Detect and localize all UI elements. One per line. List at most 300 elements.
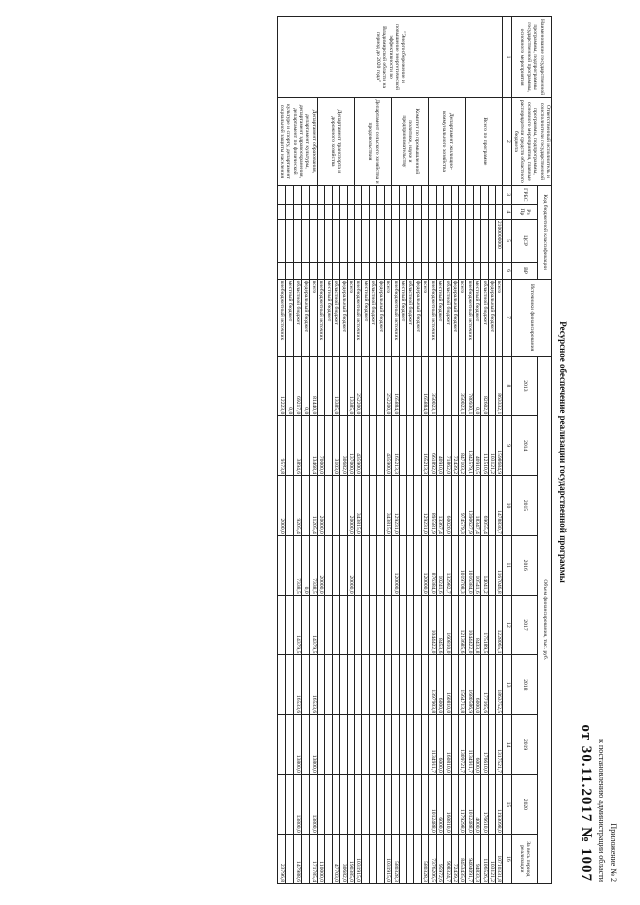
value-cell: 1193098,0 <box>496 774 503 834</box>
code-cell <box>451 185 458 204</box>
value-cell <box>369 356 376 416</box>
value-cell: 1397903,8 <box>429 655 436 715</box>
source-cell: местный бюджет <box>436 279 443 356</box>
value-cell: 40910,5 <box>473 416 480 476</box>
value-cell: 2000,0 <box>278 476 286 536</box>
table-row <box>310 17 318 884</box>
value-cell: 160810,0 <box>444 774 451 834</box>
value-cell: 30682,0 <box>340 416 347 476</box>
value-cell <box>414 655 421 715</box>
code-cell <box>278 185 286 204</box>
header-name: Наименование государственной программы, подпрограммы государственной программы, основного мероприятия <box>512 17 552 98</box>
column-number: 4 <box>503 204 512 219</box>
value-cell <box>377 535 384 595</box>
code-cell <box>278 262 286 279</box>
column-number: 8 <box>503 356 512 416</box>
decree-reference: к постановлению администрации области <box>597 739 606 882</box>
code-cell: 2100000000 <box>496 219 503 262</box>
code-cell <box>332 204 339 219</box>
header-sources: Источники финансирования <box>512 279 552 356</box>
column-number: 12 <box>503 595 512 655</box>
value-cell <box>362 595 369 655</box>
value-cell <box>384 715 391 775</box>
code-cell <box>355 219 362 262</box>
source-cell: федеральный бюджет <box>340 279 347 356</box>
value-cell <box>369 774 376 834</box>
value-cell <box>488 595 495 655</box>
code-cell <box>473 262 480 279</box>
code-cell <box>294 262 302 279</box>
column-number: 6 <box>503 262 512 279</box>
value-cell: 72439,2 <box>451 416 458 476</box>
code-cell <box>429 219 436 262</box>
value-cell <box>377 834 384 883</box>
value-cell: 8433,8 <box>473 595 480 655</box>
value-cell <box>317 595 324 655</box>
value-cell: 69217,0 <box>294 356 302 416</box>
value-cell: 343815,0 <box>355 476 362 536</box>
value-cell <box>362 356 369 416</box>
value-cell: 13800,0 <box>310 715 318 775</box>
value-cell <box>325 834 332 883</box>
value-cell <box>451 535 458 595</box>
value-cell: 0,0 <box>473 356 480 416</box>
value-cell <box>278 774 286 834</box>
value-cell: 0,0 <box>286 356 294 416</box>
code-cell <box>302 185 310 204</box>
code-cell <box>384 262 391 279</box>
code-cell <box>488 219 495 262</box>
value-cell: 23796,8 <box>278 834 286 883</box>
value-cell <box>369 655 376 715</box>
code-cell <box>355 185 362 204</box>
code-cell <box>414 219 421 262</box>
header-year: 2018 <box>512 655 538 715</box>
code-cell <box>317 219 324 262</box>
value-cell <box>414 476 421 536</box>
value-cell: 190385,0 <box>347 834 354 883</box>
value-cell: 580328,3 <box>392 834 399 883</box>
code-cell <box>473 204 480 219</box>
value-cell: 18347,4 <box>473 476 480 536</box>
code-cell <box>340 262 347 279</box>
source-cell: внебюджетный источник <box>317 279 324 356</box>
value-cell <box>347 595 354 655</box>
value-cell <box>286 834 294 883</box>
source-cell: областной бюджет <box>444 279 451 356</box>
code-cell <box>458 185 465 204</box>
value-cell: 1863752,5 <box>496 655 503 715</box>
value-cell: 10710331,8 <box>496 834 503 883</box>
code-cell <box>377 185 384 204</box>
value-cell: 13800,0 <box>310 774 318 834</box>
value-cell <box>325 476 332 536</box>
code-cell <box>325 262 332 279</box>
code-cell <box>369 262 376 279</box>
value-cell <box>278 655 286 715</box>
source-cell: местный бюджет <box>399 279 406 356</box>
value-cell <box>377 595 384 655</box>
source-cell: местный бюджет <box>473 279 480 356</box>
value-cell <box>317 356 324 416</box>
value-cell: 81440,0 <box>310 356 318 416</box>
source-cell: местный бюджет <box>325 279 332 356</box>
code-cell <box>355 262 362 279</box>
code-cell <box>377 219 384 262</box>
executor-cell: Департамент транспорта и дорожного хозяйства <box>317 98 354 186</box>
value-cell: 177165,6 <box>481 655 488 715</box>
value-cell <box>377 774 384 834</box>
code-cell <box>421 262 428 279</box>
code-cell <box>414 204 421 219</box>
column-number: 15 <box>503 774 512 834</box>
value-cell <box>286 416 294 476</box>
value-cell <box>436 356 443 416</box>
code-cell <box>392 185 399 204</box>
code-cell <box>362 204 369 219</box>
value-cell <box>399 774 406 834</box>
code-cell <box>286 262 294 279</box>
value-cell <box>325 774 332 834</box>
value-cell: 0,0 <box>302 356 310 416</box>
value-cell <box>451 715 458 775</box>
date-number-stamp: от 30.11.2017 № 1007 <box>578 724 594 882</box>
value-cell <box>355 655 362 715</box>
code-cell <box>399 262 406 279</box>
value-cell: 10241,6 <box>436 535 443 595</box>
value-cell <box>317 774 324 834</box>
code-cell <box>310 262 318 279</box>
value-cell <box>384 535 391 595</box>
header-year: 2020 <box>512 774 538 834</box>
value-cell: 8453,6 <box>436 595 443 655</box>
value-cell: 435900,0 <box>355 416 362 476</box>
value-cell: 1478830,7 <box>496 476 503 536</box>
value-cell: 137000,0 <box>347 416 354 476</box>
code-cell <box>488 185 495 204</box>
document-page <box>10 12 630 892</box>
value-cell: 176610,0 <box>481 715 488 775</box>
code-cell <box>384 204 391 219</box>
source-cell: федеральный бюджет <box>488 279 495 356</box>
value-cell <box>325 416 332 476</box>
source-cell: внебюджетный источник <box>278 279 286 356</box>
source-cell: местный бюджет <box>286 279 294 356</box>
value-cell <box>414 535 421 595</box>
value-cell <box>355 715 362 775</box>
code-cell <box>458 204 465 219</box>
value-cell: 82602,0 <box>481 356 488 416</box>
value-cell: 14379,5 <box>294 595 302 655</box>
value-cell: 1317521,7 <box>496 715 503 775</box>
code-cell <box>310 219 318 262</box>
source-cell: всего <box>310 279 318 356</box>
code-cell <box>488 262 495 279</box>
value-cell: 132982,7 <box>444 535 451 595</box>
value-cell: 1598684,9 <box>496 416 503 476</box>
column-number: 5 <box>503 219 512 262</box>
value-cell <box>325 655 332 715</box>
value-cell <box>332 595 339 655</box>
value-cell <box>332 774 339 834</box>
code-cell <box>458 219 465 262</box>
value-cell <box>406 715 413 775</box>
source-cell: внебюджетный источник <box>466 279 473 356</box>
code-cell <box>347 219 354 262</box>
code-cell <box>451 262 458 279</box>
code-cell <box>317 204 324 219</box>
column-number: 14 <box>503 715 512 775</box>
code-cell <box>496 204 503 219</box>
source-cell: всего <box>496 279 503 356</box>
value-cell: 171785,4 <box>310 834 318 883</box>
code-cell <box>369 185 376 204</box>
source-cell: всего <box>347 279 354 356</box>
code-cell <box>466 185 473 204</box>
value-cell: 12223,0 <box>278 356 286 416</box>
value-cell: 7338,5 <box>294 535 302 595</box>
column-number: 16 <box>503 834 512 883</box>
header-year: 2014 <box>512 416 538 476</box>
value-cell <box>451 774 458 834</box>
value-cell: 103121,2 <box>488 834 495 883</box>
code-cell <box>310 204 318 219</box>
column-number: 9 <box>503 416 512 476</box>
value-cell: 847103,2 <box>458 416 465 476</box>
value-cell <box>325 356 332 416</box>
code-cell <box>340 204 347 219</box>
code-cell <box>369 219 376 262</box>
value-cell: 20000,0 <box>317 535 324 595</box>
value-cell <box>340 476 347 536</box>
value-cell: 20000,0 <box>347 476 354 536</box>
code-cell <box>466 219 473 262</box>
value-cell: 11205,4 <box>310 476 318 536</box>
code-cell <box>444 185 451 204</box>
value-cell <box>488 535 495 595</box>
value-cell <box>421 715 428 775</box>
value-cell <box>488 476 495 536</box>
executor-cell: Комитет по промышленной политике, науке и предпринимательству <box>392 98 429 186</box>
value-cell: 20000,0 <box>347 535 354 595</box>
value-cell <box>406 834 413 883</box>
value-cell: 165884,0 <box>392 356 399 416</box>
value-cell <box>347 655 354 715</box>
value-cell: 129231,0 <box>421 476 428 536</box>
value-cell: 1213685,6 <box>458 595 465 655</box>
executor-cell: Департамент образования, департамент культуры, департамент здравоохранения, департамент по физической культуре и спорту, департамент социальной защиты населения <box>278 98 318 186</box>
column-number: 7 <box>503 279 512 356</box>
code-cell <box>347 204 354 219</box>
value-cell: 350023,1 <box>458 356 465 416</box>
value-cell <box>340 774 347 834</box>
source-cell: всего <box>421 279 428 356</box>
value-cell: 13468,4 <box>310 416 318 476</box>
value-cell: 1016384,0 <box>466 535 473 595</box>
value-cell <box>302 655 310 715</box>
value-cell <box>392 715 399 775</box>
code-cell <box>429 262 436 279</box>
value-cell <box>362 834 369 883</box>
value-cell: 974579,3 <box>458 476 465 536</box>
code-cell <box>294 204 302 219</box>
source-cell: местный бюджет <box>362 279 369 356</box>
value-cell: 1012488,0 <box>429 774 436 834</box>
value-cell <box>369 595 376 655</box>
code-cell <box>294 219 302 262</box>
code-cell <box>392 219 399 262</box>
value-cell <box>377 476 384 536</box>
value-cell <box>406 774 413 834</box>
value-cell: 9404091,7 <box>466 834 473 883</box>
code-cell <box>325 219 332 262</box>
value-cell: 1134911,7 <box>429 715 436 775</box>
value-cell <box>406 476 413 536</box>
header-total: За весь период реализации <box>512 834 538 883</box>
code-cell <box>392 204 399 219</box>
value-cell: 9573,8 <box>278 416 286 476</box>
code-cell <box>369 204 376 219</box>
value-cell: 343815,0 <box>384 476 391 536</box>
header-year: 2019 <box>512 715 538 775</box>
column-number: 13 <box>503 655 512 715</box>
code-cell <box>399 204 406 219</box>
column-number: 2 <box>503 98 512 186</box>
value-cell <box>377 655 384 715</box>
source-cell: всего <box>384 279 391 356</box>
value-cell: 3894,6 <box>294 416 302 476</box>
code-cell <box>384 185 391 204</box>
value-cell <box>399 356 406 416</box>
value-cell: 40910,0 <box>436 416 443 476</box>
value-cell <box>384 774 391 834</box>
code-cell <box>429 185 436 204</box>
code-cell <box>317 185 324 204</box>
value-cell: 129231,0 <box>392 476 399 536</box>
value-cell <box>384 655 391 715</box>
code-cell <box>451 204 458 219</box>
value-cell: 94833,3 <box>473 834 480 883</box>
value-cell <box>286 595 294 655</box>
value-cell <box>286 535 294 595</box>
value-cell <box>362 715 369 775</box>
code-cell <box>444 219 451 262</box>
code-cell <box>451 219 458 262</box>
value-cell <box>332 655 339 715</box>
value-cell <box>302 416 310 476</box>
value-cell <box>286 655 294 715</box>
value-cell <box>488 356 495 416</box>
code-cell <box>278 204 286 219</box>
code-cell <box>406 262 413 279</box>
value-cell <box>355 774 362 834</box>
value-cell: 160810,0 <box>444 655 451 715</box>
resource-table <box>277 16 552 884</box>
value-cell: 6000,0 <box>473 715 480 775</box>
value-cell <box>392 655 399 715</box>
value-cell: 110000,0 <box>317 834 324 883</box>
value-cell <box>325 535 332 595</box>
value-cell: 876384,0 <box>429 535 436 595</box>
executor-cell: Департамент сельского хозяйства и продовольствия <box>355 98 392 186</box>
value-cell <box>451 356 458 416</box>
table-row <box>421 17 428 884</box>
value-cell <box>340 595 347 655</box>
table-row <box>347 17 354 884</box>
value-cell: 13385,0 <box>332 356 339 416</box>
header-year: 2015 <box>512 476 538 536</box>
code-cell <box>294 185 302 204</box>
code-cell <box>421 219 428 262</box>
column-number: 1 <box>503 17 512 98</box>
value-cell: 165213,3 <box>392 416 399 476</box>
value-cell <box>377 356 384 416</box>
code-cell <box>436 204 443 219</box>
value-cell: 1564713,8 <box>458 655 465 715</box>
value-cell <box>317 715 324 775</box>
value-cell: 71862,0 <box>444 416 451 476</box>
value-cell <box>451 595 458 655</box>
document-title: Ресурсное обеспечение реализации государственной программы <box>558 321 568 583</box>
code-cell <box>332 185 339 204</box>
code-cell <box>384 219 391 262</box>
code-cell <box>436 219 443 262</box>
code-cell <box>392 262 399 279</box>
code-cell <box>347 262 354 279</box>
header-executor: Ответственный исполнитель и соисполнители государственной программы, подпрограммы, основного мероприятия, главные распорядители средств областного бюджета <box>512 98 552 186</box>
code-cell <box>496 185 503 204</box>
header-rzpr: Рз Пр <box>512 204 538 219</box>
value-cell <box>377 416 384 476</box>
value-cell <box>362 655 369 715</box>
value-cell <box>399 535 406 595</box>
value-cell <box>362 774 369 834</box>
value-cell <box>444 356 451 416</box>
code-cell <box>466 204 473 219</box>
table-row <box>384 17 391 884</box>
value-cell <box>451 476 458 536</box>
value-cell <box>302 774 310 834</box>
value-cell <box>362 476 369 536</box>
source-cell: областной бюджет <box>406 279 413 356</box>
value-cell <box>362 535 369 595</box>
value-cell: 175189,5 <box>481 595 488 655</box>
code-cell <box>362 185 369 204</box>
executor-cell: Всего по программе <box>466 98 503 186</box>
executor-cell: Департамент жилищно-коммунального хозяйства <box>429 98 466 186</box>
code-cell <box>286 185 294 204</box>
value-cell: 435900,0 <box>384 416 391 476</box>
code-cell <box>421 185 428 204</box>
value-cell <box>421 655 428 715</box>
table-row <box>496 17 503 884</box>
value-cell: 95972,6 <box>436 834 443 883</box>
value-cell: 1031915,0 <box>384 834 391 883</box>
code-cell <box>414 262 421 279</box>
value-cell: 1019708,3 <box>458 535 465 595</box>
value-cell: 1228065,1 <box>496 595 503 655</box>
header-year: 2016 <box>512 535 538 595</box>
header-csr: ЦСР <box>512 219 538 262</box>
header-year: 2013 <box>512 356 538 416</box>
value-cell: 14041,2 <box>481 535 488 595</box>
value-cell: 30682,0 <box>340 834 347 883</box>
code-cell <box>429 204 436 219</box>
value-cell: 8453435,0 <box>458 834 465 883</box>
value-cell <box>369 416 376 476</box>
column-number: 3 <box>503 185 512 204</box>
value-cell <box>406 595 413 655</box>
